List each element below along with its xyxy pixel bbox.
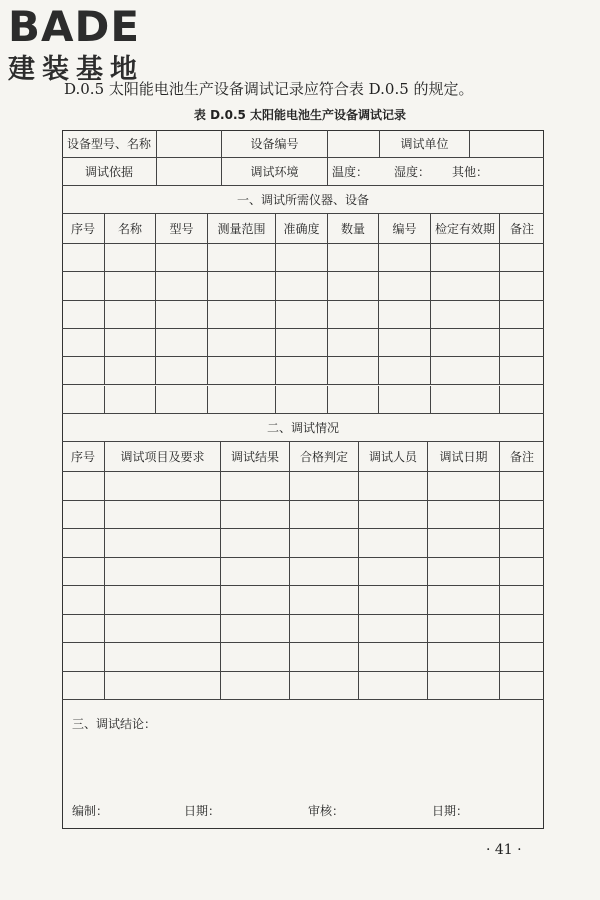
table-cell xyxy=(328,244,379,271)
test-unit-label: 调试单位 xyxy=(380,130,470,157)
col-name: 名称 xyxy=(105,214,156,243)
table-cell xyxy=(276,329,328,356)
table-cell xyxy=(290,615,359,643)
table-row xyxy=(62,329,544,357)
col-model: 型号 xyxy=(156,214,208,243)
table-cell xyxy=(328,386,379,413)
table-cell xyxy=(208,386,276,413)
table-row xyxy=(62,501,544,530)
col-accuracy: 准确度 xyxy=(276,214,328,243)
table-cell xyxy=(500,643,544,671)
table-cell xyxy=(221,672,290,700)
table-row xyxy=(62,386,544,414)
table-cell xyxy=(500,615,544,643)
table-cell xyxy=(431,329,500,356)
table-cell xyxy=(379,386,431,413)
table-cell xyxy=(328,301,379,328)
table-cell xyxy=(156,272,208,299)
table-cell xyxy=(379,357,431,384)
table-cell xyxy=(221,558,290,586)
col-seq: 序号 xyxy=(62,442,105,471)
table-row xyxy=(62,357,544,385)
col-range: 测量范围 xyxy=(208,214,276,243)
reviewed-by-label: 审核： xyxy=(308,804,345,818)
col-number: 编号 xyxy=(379,214,431,243)
table-cell xyxy=(208,272,276,299)
table-cell xyxy=(221,586,290,614)
table-cell xyxy=(500,244,544,271)
table-cell xyxy=(156,244,208,271)
table-cell xyxy=(156,301,208,328)
table-cell xyxy=(431,357,500,384)
table-cell xyxy=(379,272,431,299)
section-2-header-row xyxy=(62,442,544,472)
table-cell xyxy=(428,586,500,614)
col-quantity: 数量 xyxy=(328,214,379,243)
col-test-date: 调试日期 xyxy=(428,442,500,471)
table-cell xyxy=(328,357,379,384)
table-cell xyxy=(105,643,221,671)
table-cell xyxy=(156,386,208,413)
table-cell xyxy=(290,501,359,529)
header-row-2 xyxy=(62,158,544,186)
table-cell xyxy=(105,501,221,529)
col-remarks: 备注 xyxy=(509,222,534,236)
col-qualification: 合格判定 xyxy=(290,442,359,471)
table-cell xyxy=(500,329,544,356)
table-cell xyxy=(428,672,500,700)
table-cell xyxy=(290,672,359,700)
table-cell xyxy=(276,301,328,328)
table-cell xyxy=(62,586,105,614)
table-cell xyxy=(500,272,544,299)
test-basis-value xyxy=(157,158,222,185)
table-row xyxy=(62,272,544,300)
table-cell xyxy=(500,301,544,328)
table-cell xyxy=(428,501,500,529)
table-cell xyxy=(290,472,359,500)
table-cell xyxy=(221,643,290,671)
table-cell xyxy=(156,329,208,356)
table-cell xyxy=(62,329,105,356)
table-cell xyxy=(208,357,276,384)
table-cell xyxy=(62,472,105,500)
table-cell xyxy=(62,244,105,271)
table-cell xyxy=(276,244,328,271)
table-cell xyxy=(62,357,105,384)
logo-text: BADE xyxy=(8,4,141,50)
table-cell xyxy=(62,643,105,671)
section-3-title: 三、调试结论： xyxy=(72,717,157,731)
table-cell xyxy=(359,529,428,557)
table-cell xyxy=(62,558,105,586)
table-cell xyxy=(379,244,431,271)
section-1-title: 一、调试所需仪器、设备 xyxy=(62,186,544,214)
table-cell xyxy=(105,615,221,643)
table-cell xyxy=(105,586,221,614)
table-row xyxy=(62,472,544,501)
table-cell xyxy=(379,301,431,328)
review-date-label: 日期： xyxy=(432,804,469,818)
page-number: · 41 · xyxy=(486,842,522,858)
table-cell xyxy=(276,357,328,384)
device-number-label: 设备编号 xyxy=(222,130,328,157)
logo-subtext: 建装基地 xyxy=(8,54,144,85)
table-cell xyxy=(290,643,359,671)
table-cell xyxy=(221,529,290,557)
table-cell xyxy=(221,501,290,529)
table-cell xyxy=(276,272,328,299)
table-cell xyxy=(431,244,500,271)
table-cell xyxy=(62,386,105,413)
table-cell xyxy=(500,357,544,384)
table-cell xyxy=(105,529,221,557)
table-cell xyxy=(62,672,105,700)
table-cell xyxy=(428,558,500,586)
table-cell xyxy=(359,615,428,643)
table-cell xyxy=(290,586,359,614)
table-cell xyxy=(208,301,276,328)
table-cell xyxy=(428,529,500,557)
compiled-by-label: 编制： xyxy=(72,804,109,818)
table-cell xyxy=(500,586,544,614)
device-number-value xyxy=(328,130,380,157)
table-cell xyxy=(500,672,544,700)
table-cell xyxy=(431,301,500,328)
table-row xyxy=(62,301,544,329)
table-cell xyxy=(431,272,500,299)
table-row xyxy=(62,558,544,587)
table-cell xyxy=(431,386,500,413)
environment-conditions xyxy=(328,158,544,185)
table-cell xyxy=(105,244,156,271)
table-cell xyxy=(156,357,208,384)
table-cell xyxy=(359,643,428,671)
col-test-result: 调试结果 xyxy=(221,442,290,471)
table-cell xyxy=(208,329,276,356)
table-cell xyxy=(359,501,428,529)
table-cell xyxy=(500,472,544,500)
table-cell xyxy=(62,529,105,557)
table-cell xyxy=(500,558,544,586)
table-cell xyxy=(428,472,500,500)
table-cell xyxy=(105,357,156,384)
table-row xyxy=(62,244,544,272)
other-label: 其他： xyxy=(452,165,489,179)
table-cell xyxy=(428,615,500,643)
col-remarks: 备注 xyxy=(509,450,534,464)
header-row-1 xyxy=(62,130,544,158)
table-cell xyxy=(359,472,428,500)
compile-date-label: 日期： xyxy=(184,804,221,818)
device-model-label: 设备型号、名称 xyxy=(62,130,157,157)
table-cell xyxy=(105,301,156,328)
table-cell xyxy=(500,529,544,557)
table-cell xyxy=(208,244,276,271)
table-cell xyxy=(62,501,105,529)
table-cell xyxy=(359,558,428,586)
table-cell xyxy=(290,529,359,557)
table-cell xyxy=(276,386,328,413)
table-cell xyxy=(62,615,105,643)
table-cell xyxy=(221,472,290,500)
table-cell xyxy=(105,472,221,500)
device-model-value xyxy=(157,130,222,157)
table-cell xyxy=(221,615,290,643)
table-cell xyxy=(290,558,359,586)
table-cell xyxy=(379,329,431,356)
table-caption: 表 D.0.5 太阳能电池生产设备调试记录 xyxy=(193,108,407,122)
table-row xyxy=(62,643,544,672)
table-row xyxy=(62,672,544,701)
table-cell xyxy=(428,643,500,671)
table-cell xyxy=(105,558,221,586)
table-cell xyxy=(105,329,156,356)
table-row xyxy=(62,529,544,558)
table-cell xyxy=(62,301,105,328)
col-validity: 检定有效期 xyxy=(431,214,500,243)
test-basis-label: 调试依据 xyxy=(62,158,157,185)
humidity-label: 湿度： xyxy=(394,165,431,179)
col-tester: 调试人员 xyxy=(359,442,428,471)
table-cell xyxy=(500,501,544,529)
table-cell xyxy=(105,672,221,700)
clause-heading: D.0.5 太阳能电池生产设备调试记录应符合表 D.0.5 的规定。 xyxy=(64,80,474,98)
table-cell xyxy=(359,586,428,614)
table-cell xyxy=(328,329,379,356)
col-seq: 序号 xyxy=(62,214,105,243)
table-row xyxy=(62,615,544,644)
table-cell xyxy=(359,672,428,700)
test-unit-value xyxy=(470,130,544,157)
table-cell xyxy=(62,272,105,299)
temperature-label: 温度： xyxy=(332,165,369,179)
table-cell xyxy=(328,272,379,299)
table-cell xyxy=(105,386,156,413)
table-cell xyxy=(105,272,156,299)
col-test-item: 调试项目及要求 xyxy=(105,442,221,471)
table-row xyxy=(62,586,544,615)
section-2-title: 二、调试情况 xyxy=(62,414,544,442)
table-cell xyxy=(500,386,544,413)
section-1-header-row xyxy=(62,214,544,244)
test-environment-label: 调试环境 xyxy=(222,158,328,185)
